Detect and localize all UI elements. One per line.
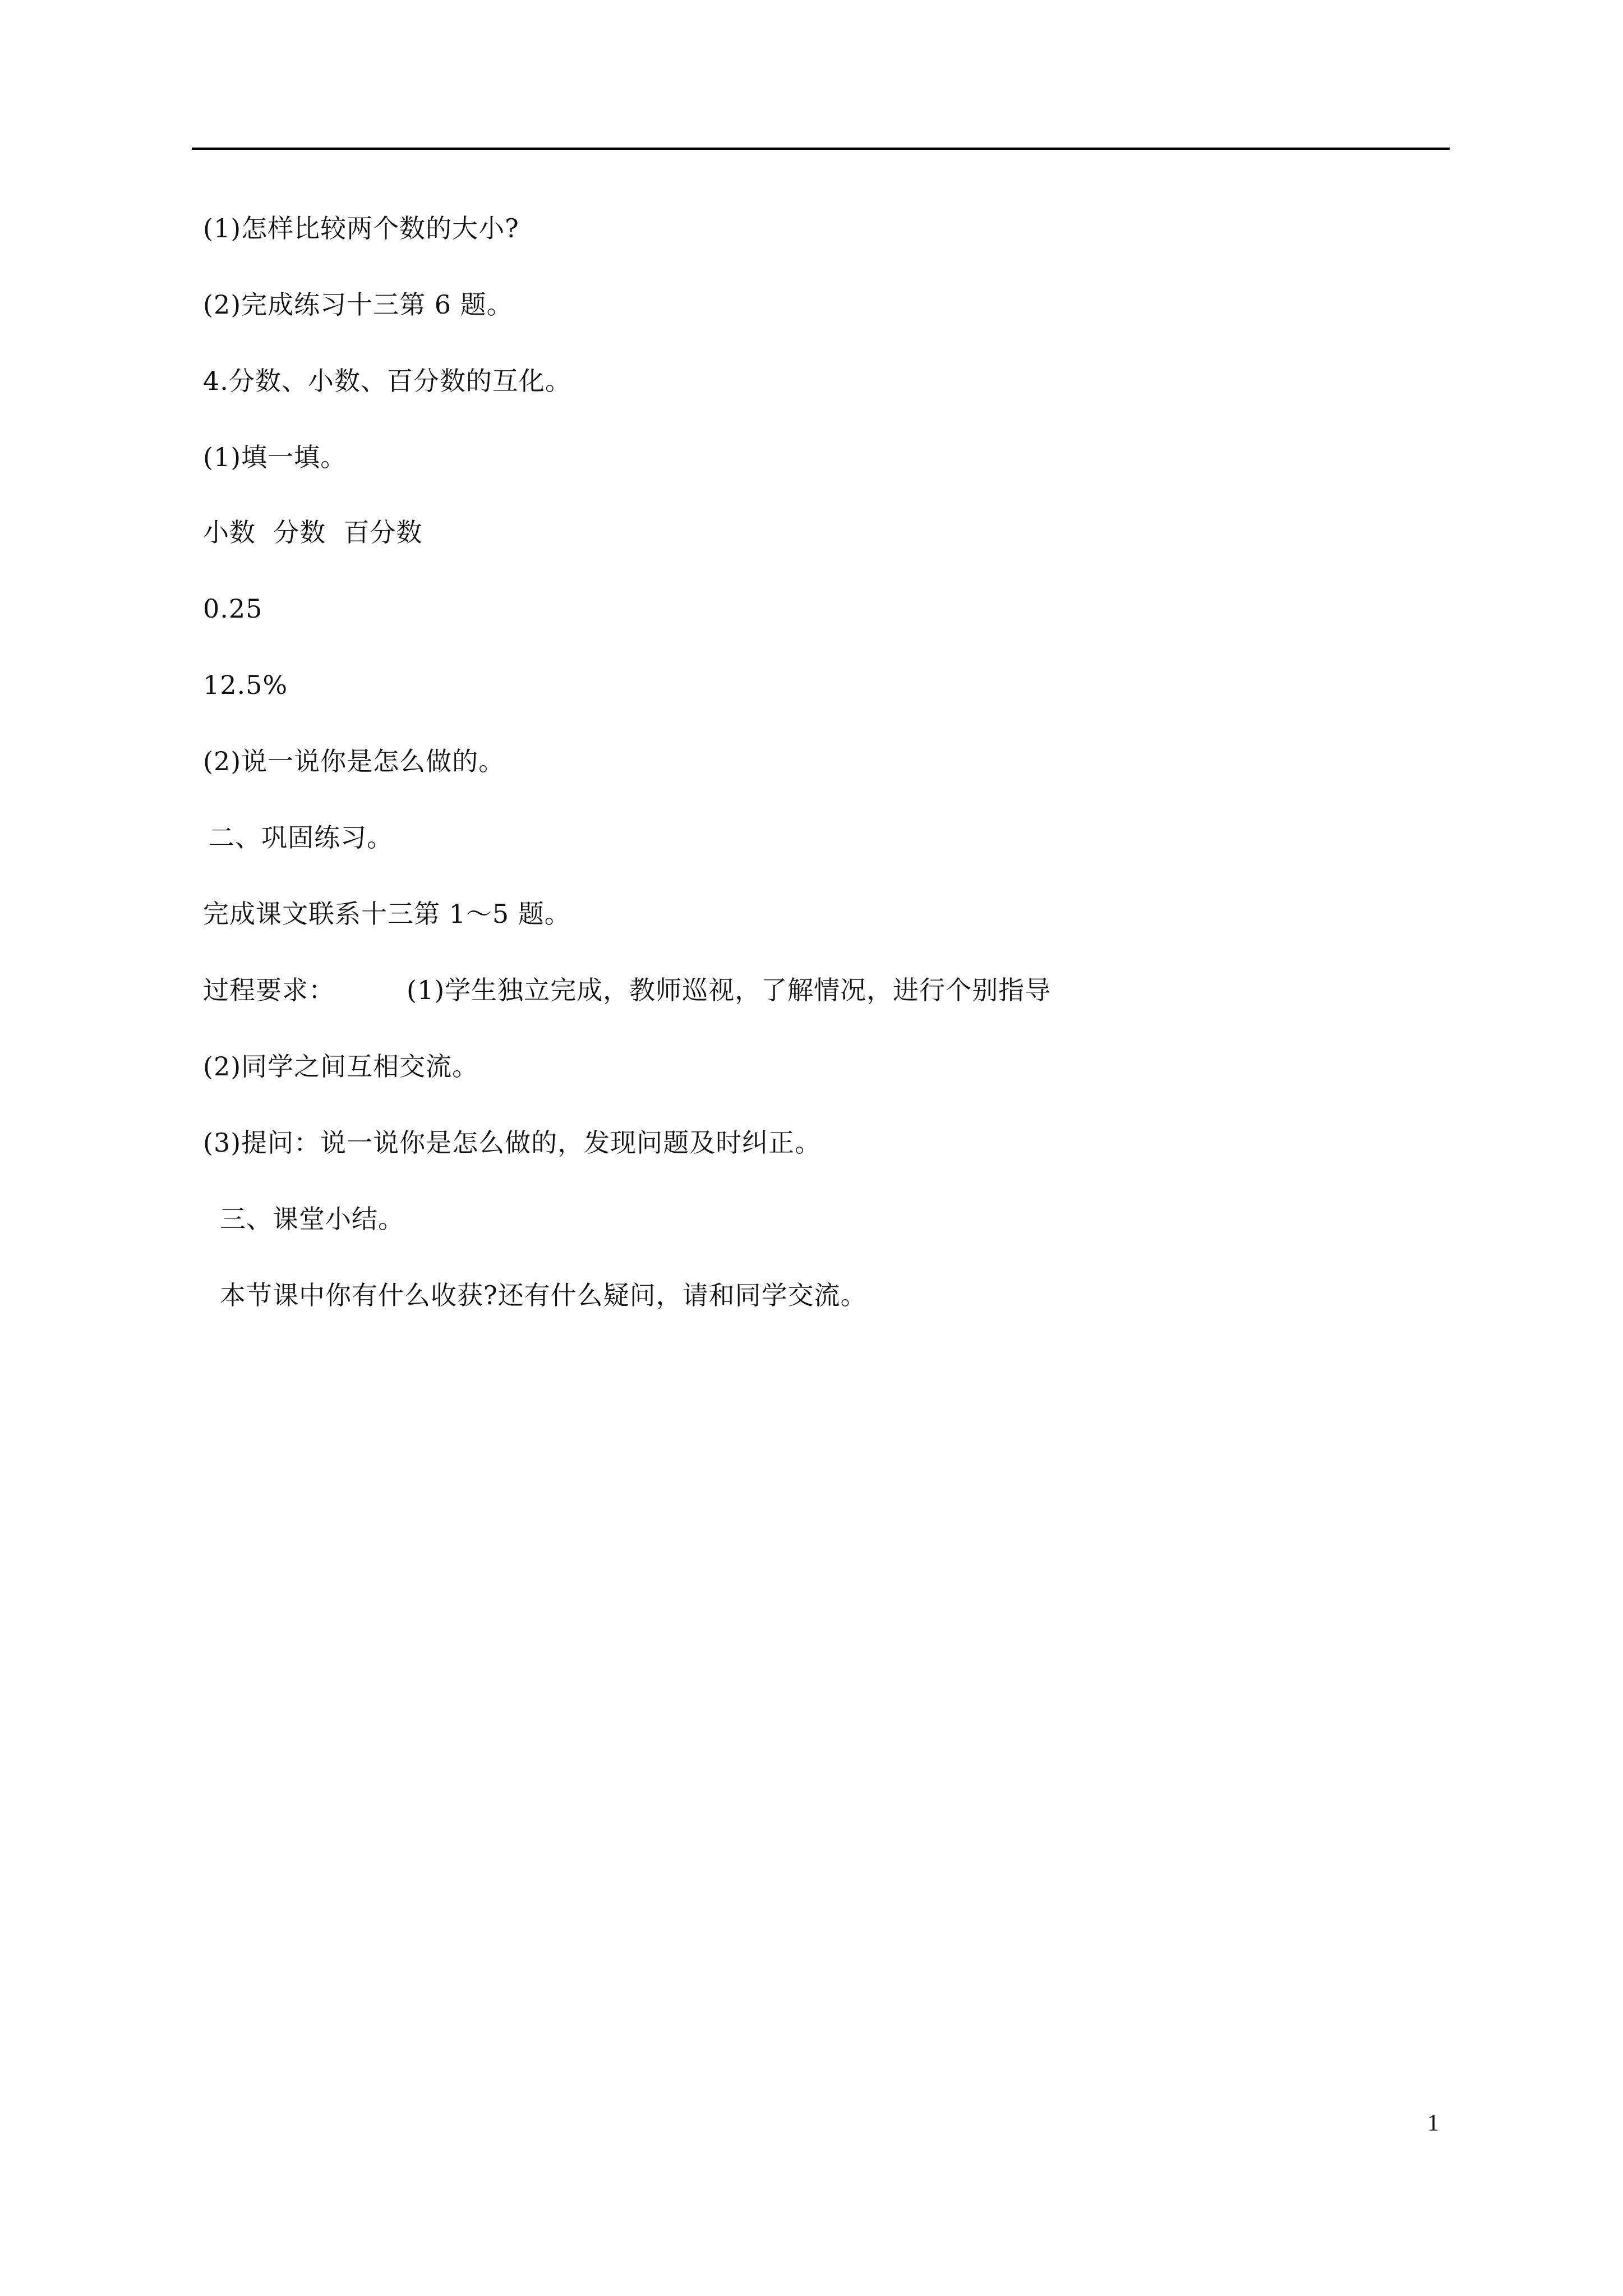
question-compare-numbers: (1)怎样比较两个数的大小? [203,213,519,243]
summary-question: 本节课中你有什么收获?还有什么疑问，请和同学交流。 [220,1280,867,1310]
process-requirement-2: (2)同学之间互相交流。 [203,1051,479,1082]
header-rule [192,148,1450,150]
exercise-13-q1-5: 完成课文联系十三第 1～5 题。 [203,899,571,929]
table-value-percent: 12.5% [203,670,288,700]
table-header-row: 小数 分数 百分数 [203,517,423,547]
section-consolidation-heading: 二、巩固练习。 [209,822,393,853]
section-summary-heading: 三、课堂小结。 [220,1204,404,1234]
page-number: 1 [1427,2110,1439,2136]
table-value-decimal: 0.25 [203,593,263,624]
explain-method-prompt: (2)说一说你是怎么做的。 [203,746,505,776]
process-requirements-label: 过程要求： [203,975,335,1005]
exercise-13-q6: (2)完成练习十三第 6 题。 [203,289,513,320]
process-requirement-3: (3)提问：说一说你是怎么做的，发现问题及时纠正。 [203,1128,822,1158]
process-requirements-line [203,973,1051,1007]
section-conversion-heading: 4.分数、小数、百分数的互化。 [203,366,571,396]
fill-in-prompt: (1)填一填。 [203,442,347,472]
process-requirement-1: (1)学生独立完成，教师巡视，了解情况，进行个别指导 [407,975,1052,1005]
